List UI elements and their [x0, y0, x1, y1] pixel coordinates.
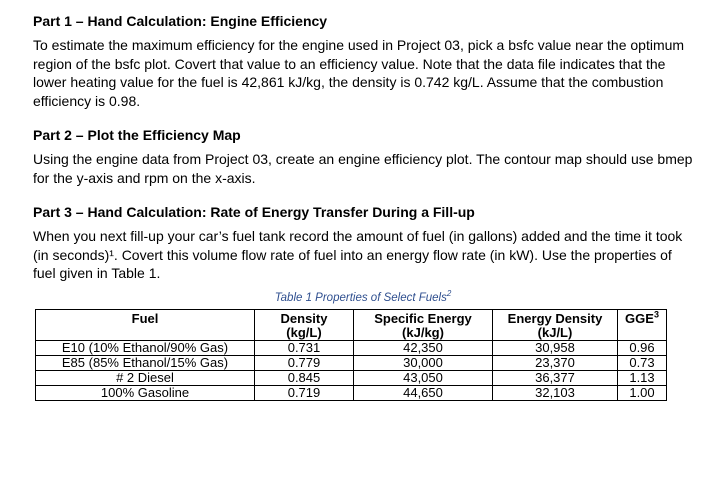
cell-energy-density: 23,370 [493, 356, 618, 371]
cell-specific-energy: 30,000 [354, 356, 493, 371]
cell-energy-density: 36,377 [493, 371, 618, 386]
header-energy-density-label: Energy Density [507, 311, 603, 327]
cell-fuel: E10 (10% Ethanol/90% Gas) [36, 341, 255, 356]
header-specific-energy-unit: (kJ/kg) [402, 325, 444, 341]
table-caption-text: Table 1 Properties of Select Fuels [274, 291, 447, 304]
header-gge-footnote: 3 [653, 310, 659, 320]
header-gge-label: GGE [625, 311, 654, 327]
cell-density: 0.731 [255, 341, 354, 356]
cell-specific-energy: 43,050 [354, 371, 493, 386]
part3-body: When you next fill-up your car’s fuel tank record the amount of fuel (in gallons) added and the time it took (in seconds)¹. Covert this volume flow rate of fuel into an energy flow rate (in kW). Use the properties of fuel given in Table 1. [33, 228, 683, 281]
table-caption-footnote: 2 [446, 288, 452, 298]
header-density [255, 310, 354, 341]
part1-heading: Part 1 – Hand Calculation: Engine Efficiency [33, 13, 328, 29]
part2-body: Using the engine data from Project 03, create an engine efficiency plot. The contour map should use bmep for the y-axis and rpm on the x-axis. [33, 151, 693, 186]
cell-density: 0.845 [255, 371, 354, 386]
header-fuel [36, 310, 255, 341]
cell-energy-density: 32,103 [493, 386, 618, 401]
part1-body: To estimate the maximum efficiency for the engine used in Project 03, pick a bsfc value near the optimum region of the bsfc plot. Covert that value to an efficiency value. Note that the data file indicates that the lower heating value for the fuel is 42,861 kJ/kg, the density is 0.742 kg/L. Assume that the combustion efficiency is 0.98. [33, 37, 685, 109]
part2-heading: Part 2 – Plot the Efficiency Map [33, 127, 241, 143]
cell-fuel: # 2 Diesel [36, 371, 255, 386]
header-energy-density-unit: (kJ/L) [537, 325, 573, 341]
part3-section [33, 203, 693, 283]
cell-specific-energy: 44,650 [354, 386, 493, 401]
document-page [33, 12, 693, 401]
part1-section [33, 12, 693, 110]
header-specific-energy-label: Specific Energy [374, 311, 472, 327]
cell-gge: 1.13 [618, 371, 667, 386]
part2-section [33, 126, 693, 187]
cell-fuel: E85 (85% Ethanol/15% Gas) [36, 356, 255, 371]
cell-energy-density: 30,958 [493, 341, 618, 356]
fuel-properties-table [35, 309, 667, 401]
table-row [36, 386, 667, 401]
header-density-label: Density [280, 311, 328, 327]
cell-gge: 0.96 [618, 341, 667, 356]
table-row [36, 341, 667, 356]
header-energy-density [493, 310, 618, 341]
header-density-unit: (kg/L) [286, 325, 322, 341]
table-header-row [36, 310, 667, 341]
cell-density: 0.719 [255, 386, 354, 401]
header-fuel-label: Fuel [131, 311, 159, 327]
header-specific-energy [354, 310, 493, 341]
cell-fuel: 100% Gasoline [36, 386, 255, 401]
cell-gge: 0.73 [618, 356, 667, 371]
header-gge [618, 310, 667, 341]
part3-heading: Part 3 – Hand Calculation: Rate of Energy Transfer During a Fill-up [33, 204, 475, 220]
table-row [36, 356, 667, 371]
cell-density: 0.779 [255, 356, 354, 371]
cell-specific-energy: 42,350 [354, 341, 493, 356]
table-row [36, 371, 667, 386]
table-caption [33, 289, 693, 304]
cell-gge: 1.00 [618, 386, 667, 401]
